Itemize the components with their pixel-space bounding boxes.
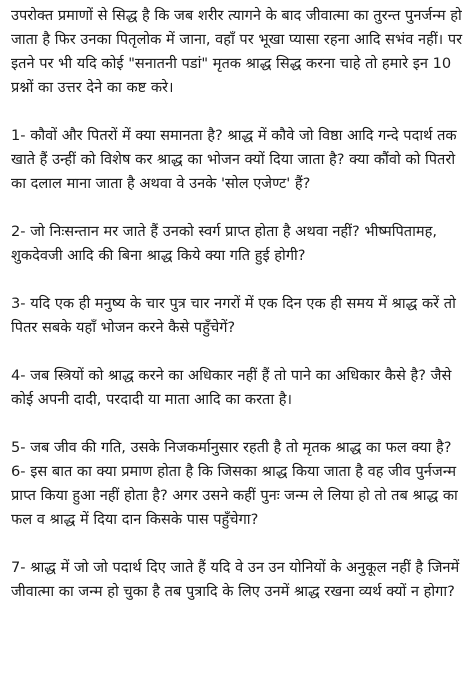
paragraph-gap [11,412,465,436]
question-7: 7- श्राद्ध में जो जो पदार्थ दिए जाते हैं यदि वे उन उन योनियों के अनुकूल नहीं है जिनमें जीवात्मा का जन्म हो चुका है तब पुत्रादि के लिए उनमें श्राद्ध रखना व्यर्थ क्यों न होगा? [11,559,460,600]
question-3: 3- यदि एक ही मनुष्य के चार पुत्र चार नगरों में एक दिन एक ही समय में श्राद्ध करें तो पितर सबके यहाँ भोजन करने कैसे पहुँचेगें? [11,295,456,336]
paragraph-gap [11,100,465,124]
question-6: 6- इस बात का क्या प्रमाण होता है कि जिसका श्राद्ध किया जाता है वह जीव पुर्नजन्म प्राप्त किया हुआ नहीं होता है? अगर उसने कहीं पुनः जन्म ले लिया हो तो तब श्राद्ध का फल व श्राद्ध में दिया दान किसके पास पहुँचेगा? [11,463,458,528]
paragraph-gap [11,340,465,364]
paragraph-gap [11,196,465,220]
paragraph-gap [11,268,465,292]
question-4: 4- जब स्त्रियों को श्राद्ध करने का अधिकार नहीं हैं तो पाने का अधिकार कैसे है? जैसे कोई अपनी दादी, परदादी या माता आदि का करता है। [11,367,452,408]
question-2: 2- जो निःसन्तान मर जाते हैं उनको स्वर्ग प्राप्त होता है अथवा नहीं? भीष्मपितामह, शुकदेवजी आदि की बिना श्राद्ध किये क्या गति हुई होगी? [11,223,437,264]
intro-paragraph: उपरोक्त प्रमाणों से सिद्ध है कि जब शरीर त्यागने के बाद जीवात्मा का तुरन्त पुनर्जन्म हो जाता है फिर उनका पितृलोक में जाना, वहाँ पर भूखा प्यासा रहना आदि सभंव नहीं। पर इतने पर भी यदि कोई "सनातनी पडां" मृतक श्राद्ध सिद्ध करना चाहे तो हमारे इन 10 प्रश्नों का उत्तर देने का कष्ट करे। [11,7,463,96]
question-5: 5- जब जीव की गति, उसके निजकर्मानुसार रहती है तो मृतक श्राद्ध का फल क्या है? [11,439,452,456]
paragraph-gap [11,532,465,556]
question-1: 1- कौवों और पितरों में क्या समानता है? श्राद्ध में कौवे जो विष्ठा आदि गन्दे पदार्थ तक खाते हैं उन्हीं को विशेष कर श्राद्ध का भोजन क्यों दिया जाता है? क्या कौंवो को पितरो का दलाल माना जाता है अथवा वे उनके 'सोल एजेण्ट' हैं? [11,127,457,192]
